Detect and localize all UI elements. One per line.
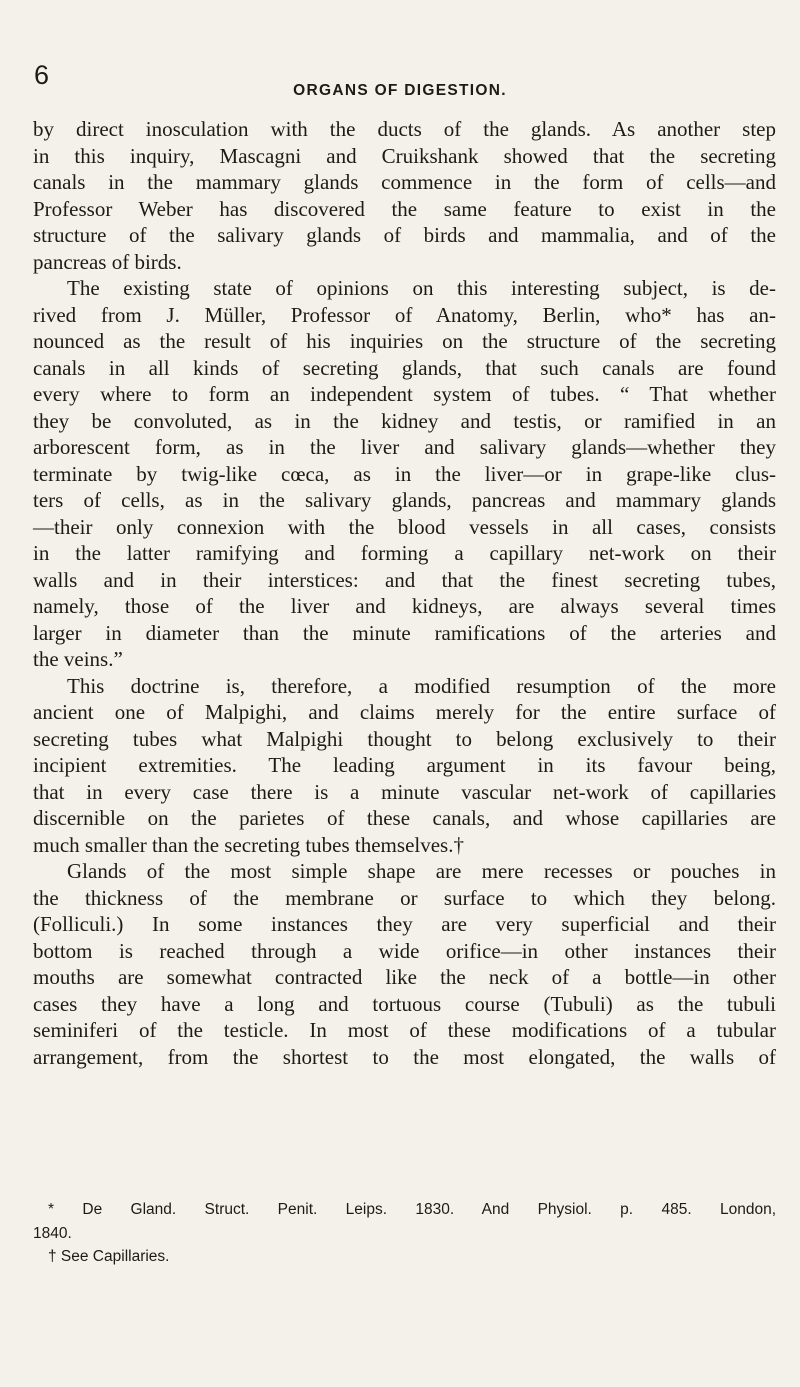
text-line: canals in the mammary glands commence in the form of cells—and bbox=[33, 170, 776, 194]
text-line: in the latter ramifying and forming a capillary net-work on their bbox=[33, 541, 776, 565]
text-line: in this inquiry, Mascagni and Cruikshank showed that the secreting bbox=[33, 143, 776, 168]
text-line: the thickness of the membrane or surface to which they belong. bbox=[33, 885, 776, 910]
body-text bbox=[33, 116, 776, 1070]
text-line: cases they have a long and tortuous course (Tubuli) as the tubuli bbox=[33, 991, 776, 1016]
text-line: larger in diameter than the minute ramifications of the arteries and bbox=[33, 620, 776, 645]
footnote bbox=[33, 1245, 776, 1269]
text-line: arrangement, from the shortest to the most elongated, the walls of bbox=[33, 1044, 776, 1069]
paragraph bbox=[33, 116, 776, 275]
text-line: mouths are somewhat contracted like the neck of a bottle—in other bbox=[33, 965, 776, 989]
footnote-line: † See Capillaries. bbox=[48, 1248, 170, 1265]
footnote bbox=[33, 1198, 776, 1245]
text-line: they be convoluted, as in the kidney and testis, or ramified in an bbox=[33, 408, 776, 433]
text-line: Glands of the most simple shape are mere recesses or pouches in bbox=[67, 859, 776, 883]
page-number: 6 bbox=[34, 60, 50, 90]
text-line: —their only connexion with the blood vessels in all cases, consists bbox=[33, 514, 776, 539]
text-line: structure of the salivary glands of birds and mammalia, and of the bbox=[33, 223, 776, 247]
text-line: (Folliculi.) In some instances they are very superficial and their bbox=[33, 912, 776, 936]
footnotes bbox=[33, 1198, 776, 1269]
text-line: much smaller than the secreting tubes themselves.† bbox=[33, 832, 464, 857]
paragraph bbox=[33, 673, 776, 859]
footnote-line: * De Gland. Struct. Penit. Leips. 1830. And Physiol. p. 485. London, bbox=[48, 1201, 776, 1218]
text-line: canals in all kinds of secreting glands, that such canals are found bbox=[33, 355, 776, 380]
text-line: This doctrine is, therefore, a modified resumption of the more bbox=[67, 673, 776, 698]
text-line: rived from J. Müller, Professor of Anatomy, Berlin, who* has an- bbox=[33, 302, 776, 327]
text-line: Professor Weber has discovered the same feature to exist in the bbox=[33, 196, 776, 221]
text-line: ancient one of Malpighi, and claims merely for the entire surface of bbox=[33, 700, 776, 724]
text-line: the veins.” bbox=[33, 647, 123, 671]
paragraph bbox=[33, 275, 776, 673]
footnote-line: 1840. bbox=[33, 1224, 72, 1242]
text-line: discernible on the parietes of these canals, and whose capillaries are bbox=[33, 806, 776, 830]
text-line: ters of cells, as in the salivary glands, pancreas and mammary glands bbox=[33, 488, 776, 512]
text-line: The existing state of opinions on this interesting subject, is de- bbox=[67, 276, 776, 300]
text-line: secreting tubes what Malpighi thought to belong exclusively to their bbox=[33, 726, 776, 751]
text-line: bottom is reached through a wide orifice—in other instances their bbox=[33, 938, 776, 963]
text-line: seminiferi of the testicle. In most of these modifications of a tubular bbox=[33, 1018, 776, 1042]
text-line: pancreas of birds. bbox=[33, 249, 182, 274]
text-line: every where to form an independent system of tubes. “ That whether bbox=[33, 382, 776, 406]
text-line: walls and in their interstices: and that the finest secreting tubes, bbox=[33, 567, 776, 592]
text-line: by direct inosculation with the ducts of the glands. As another step bbox=[33, 117, 776, 141]
text-line: that in every case there is a minute vascular net-work of capillaries bbox=[33, 779, 776, 804]
text-line: namely, those of the liver and kidneys, are always several times bbox=[33, 594, 776, 618]
text-line: arborescent form, as in the liver and salivary glands—whether they bbox=[33, 435, 776, 459]
text-line: incipient extremities. The leading argument in its favour being, bbox=[33, 753, 776, 777]
running-head: ORGANS OF DIGESTION. bbox=[293, 82, 507, 99]
text-line: terminate by twig-like cœca, as in the liver—or in grape-like clus- bbox=[33, 461, 776, 486]
paragraph bbox=[33, 858, 776, 1070]
text-line: nounced as the result of his inquiries on the structure of the secreting bbox=[33, 329, 776, 353]
